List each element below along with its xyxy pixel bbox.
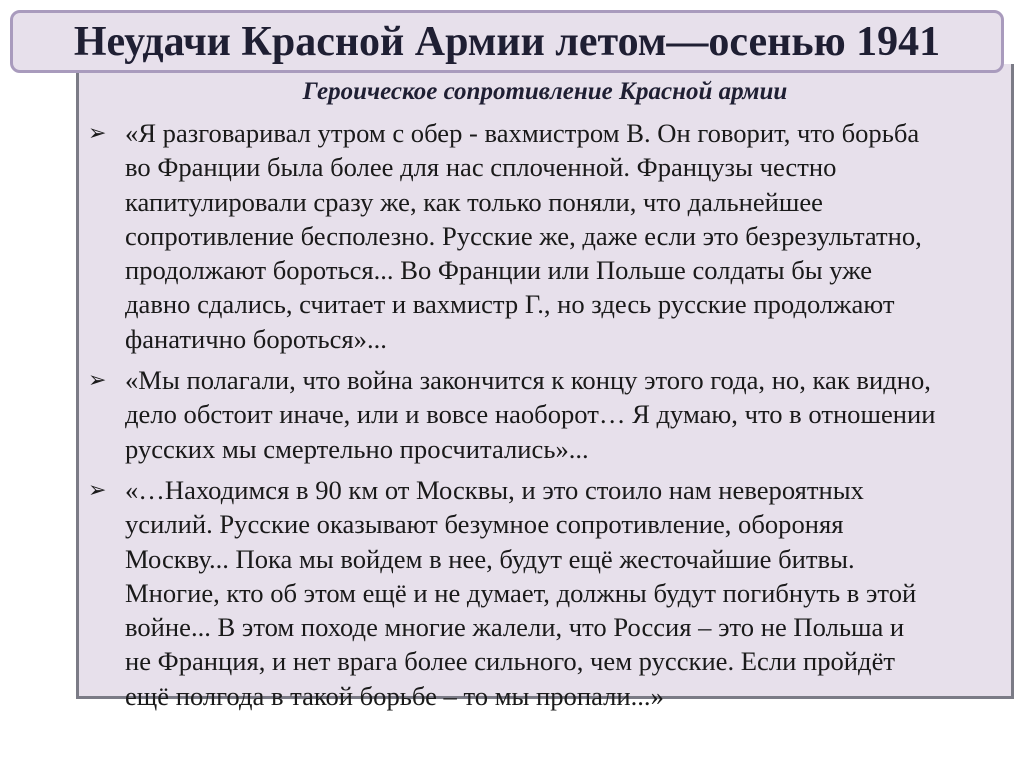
bullet-line: войне... В этом походе многие жалели, что Россия – это не Польша и xyxy=(125,612,905,643)
bullet-item-2 xyxy=(85,363,1009,466)
arrow-bullet-icon: ➢ xyxy=(88,120,107,145)
bullet-line: во Франции была более для нас сплоченной. Французы честно xyxy=(125,152,837,183)
bullet-line: «…Находимся в 90 км от Москвы, и это стоило нам невероятных xyxy=(125,474,864,505)
bullet-line: ещё полгода в такой борьбе – то мы пропали...» xyxy=(125,680,664,711)
bullet-line: русских мы смертельно просчитались»... xyxy=(125,433,589,464)
arrow-bullet-icon: ➢ xyxy=(88,476,107,502)
slide-subtitle: Героическое сопротивление Красной армии xyxy=(302,78,788,105)
bullet-line: фанатично бороться»... xyxy=(125,323,387,354)
bullet-line: не Франция, и нет врага более сильного, чем русские. Если пройдёт xyxy=(125,646,895,677)
bullet-line: давно сдались, считает и вахмистр Г., но здесь русские продолжают xyxy=(125,289,895,320)
bullet-line: «Я разговаривал утром с обер - вахмистром В. Он говорит, что борьба xyxy=(125,118,920,148)
bullet-line: Многие, кто об этом ещё и не думает, должны будут погибнуть в этой xyxy=(125,577,917,608)
bullet-line: усилий. Русские оказывают безумное сопротивление, обороняя xyxy=(125,509,844,540)
title-panel xyxy=(10,10,1004,73)
bullet-line: дело обстоит иначе, или и вовсе наоборот… Я думаю, что в отношении xyxy=(125,399,936,430)
bullet-list xyxy=(85,116,1009,720)
bullet-line: Москву... Пока мы войдем в нее, будут ещё жесточайшие битвы. xyxy=(125,543,855,574)
bullet-line: «Мы полагали, что война закончится к концу этого года, но, как видно, xyxy=(125,365,931,396)
slide-title: Неудачи Красной Армии летом—осенью 1941 xyxy=(73,18,941,65)
arrow-bullet-icon: ➢ xyxy=(88,367,107,393)
bullet-line: сопротивление бесполезно. Русские же, даже если это безрезультатно, xyxy=(125,220,922,251)
bullet-item-1 xyxy=(85,116,1009,356)
bullet-line: продолжают бороться... Во Франции или Польше солдаты бы уже xyxy=(125,255,873,286)
bullet-item-3 xyxy=(85,473,1009,713)
bullet-line: капитулировали сразу же, как только поняли, что дальнейшее xyxy=(125,186,823,217)
